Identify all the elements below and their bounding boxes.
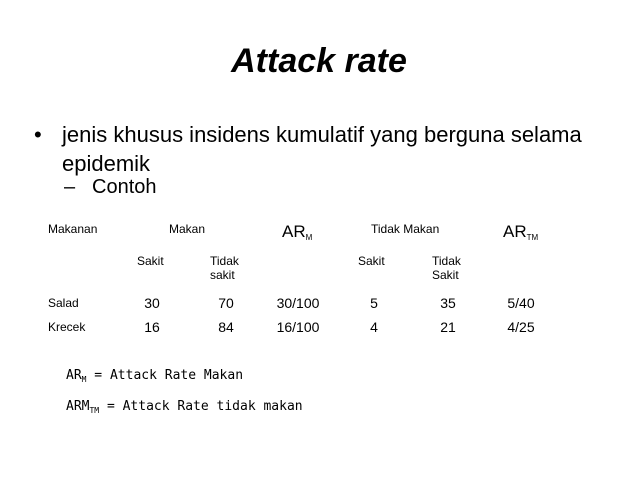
- slide-title: Attack rate: [231, 42, 407, 80]
- row-krecek-makan-sakit: 16: [144, 319, 160, 335]
- header-arm-main: AR: [282, 222, 306, 241]
- footnote-armtm-rest: = Attack Rate tidak makan: [99, 399, 303, 414]
- footnote-armtm: [66, 399, 303, 415]
- subheader-sakit-makan: Sakit: [137, 254, 164, 268]
- header-arm-sub: M: [305, 233, 313, 242]
- subheader-tidak-sakit-tidak-makan: [432, 254, 461, 282]
- subheader-tidak-sakit-tidak-makan-line2: Sakit: [432, 268, 459, 282]
- row-krecek-arm: 16/100: [276, 319, 320, 335]
- row-krecek-artm: 4/25: [507, 319, 535, 335]
- header-arm: [282, 222, 312, 242]
- header-artm-sub: TM: [526, 233, 539, 242]
- subheader-tidak-sakit-tidak-makan-line1: Tidak: [432, 254, 461, 268]
- row-salad-makanan: Salad: [48, 296, 79, 310]
- row-salad-tm-sakit: 5: [370, 295, 378, 311]
- subheader-sakit-tidak-makan: Sakit: [358, 254, 385, 268]
- subheader-tidak-sakit-makan: [210, 254, 239, 282]
- row-salad-tm-tidak: 35: [440, 295, 456, 311]
- row-salad-artm: 5/40: [507, 295, 535, 311]
- row-salad-makan-sakit: 30: [144, 295, 160, 311]
- row-krecek-tm-tidak: 21: [440, 319, 456, 335]
- row-salad-makan-tidak: 70: [218, 295, 234, 311]
- row-krecek-tm-sakit: 4: [370, 319, 378, 335]
- header-artm: [503, 222, 538, 242]
- bullet-text: jenis khusus insidens kumulatif yang berguna selama epidemik: [62, 122, 582, 176]
- sub-bullet-text: Contoh: [92, 176, 157, 198]
- header-artm-main: AR: [503, 222, 527, 241]
- sub-bullet-dash: –: [64, 176, 76, 198]
- header-makan: Makan: [169, 222, 206, 236]
- footnote-arm-rest: = Attack Rate Makan: [86, 368, 244, 383]
- row-salad-arm: 30/100: [276, 295, 320, 311]
- footnote-armtm-sub: TM: [89, 406, 100, 415]
- subheader-tidak-sakit-makan-line1: Tidak: [210, 254, 239, 268]
- footnote-arm-sub: M: [81, 375, 87, 384]
- header-makanan: Makanan: [48, 222, 98, 236]
- footnote-arm: [66, 368, 243, 384]
- header-tidak-makan: Tidak Makan: [371, 222, 440, 236]
- row-krecek-makan-tidak: 84: [218, 319, 234, 335]
- row-krecek-makanan: Krecek: [48, 320, 86, 334]
- bullet-dot: •: [34, 122, 42, 147]
- subheader-tidak-sakit-makan-line2: sakit: [210, 268, 235, 282]
- footnote-armtm-main: ARM: [66, 399, 90, 414]
- footnote-arm-main: AR: [66, 368, 82, 383]
